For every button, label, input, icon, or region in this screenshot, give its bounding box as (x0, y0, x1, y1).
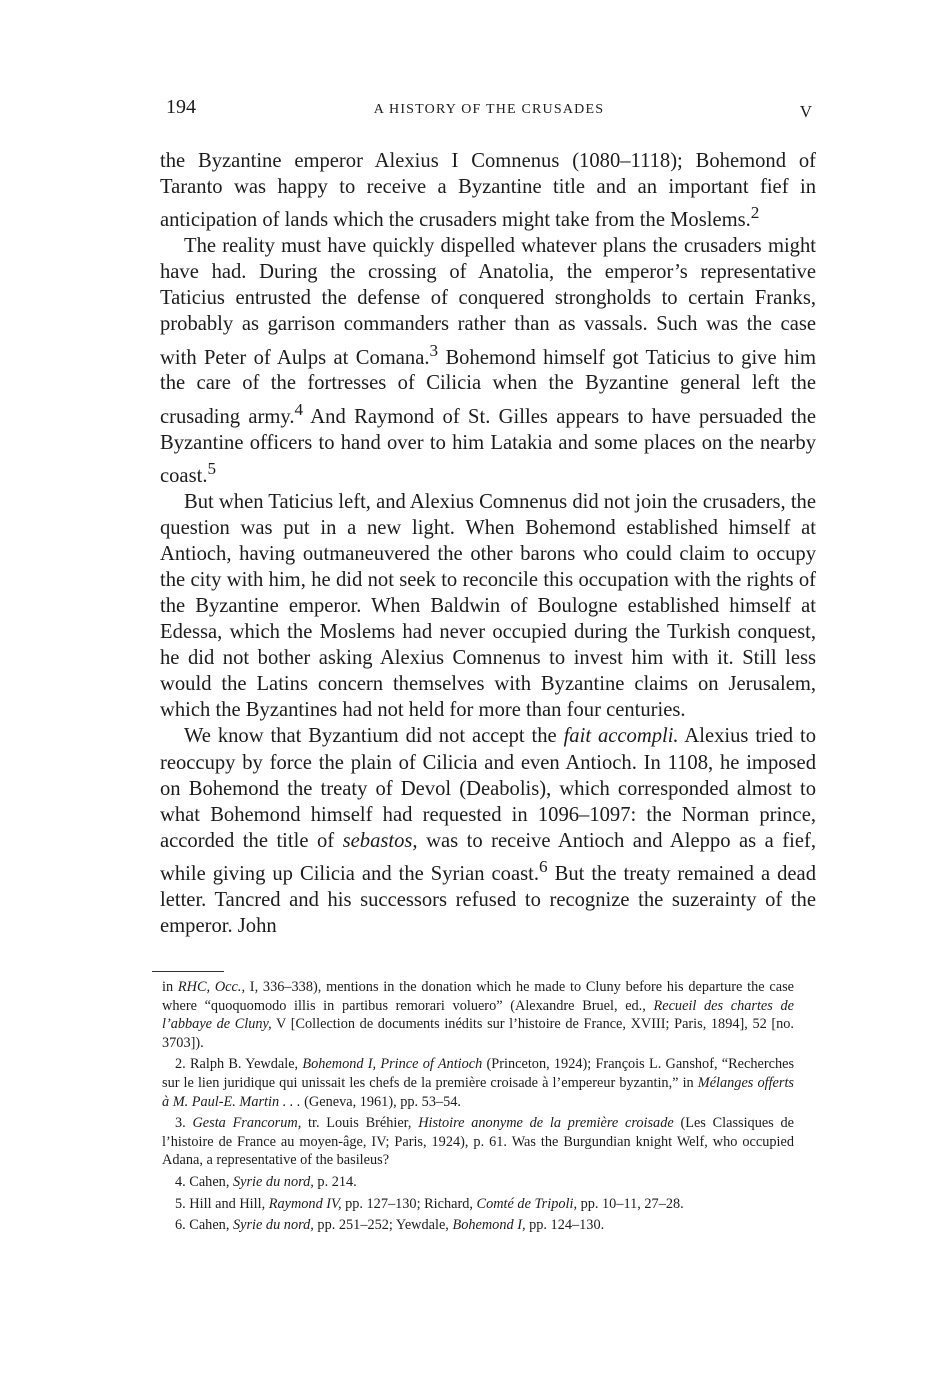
footnote-ref: 5 (207, 458, 217, 478)
footnote-text: V [Collection de documents inédits sur l’histoire de France, XVIII; Paris, 1894], 52 [no. 3703]). (162, 1016, 794, 1051)
paragraph-text: But the treaty remained a dead letter. Tancred and his successors refused to recognize the suzerainty of the emperor. John (160, 862, 816, 937)
footnote-text: pp. 10–11, 27–28. (577, 1195, 684, 1212)
footnote-text: (Princeton, 1924); François L. Ganshof, “Recherches sur le lien juridique qui unissait les chefs de la première croisade à l’empereur byzantin,” in (162, 1056, 795, 1091)
italic-term: fait accompli. (563, 725, 679, 748)
footnote-ref: 3 (429, 340, 439, 360)
footnote-text: pp. 127–130; Richard, (341, 1195, 477, 1212)
footnote-ref: 6 (539, 856, 548, 876)
paragraph-2 (160, 233, 816, 488)
footnote-text: tr. Louis Bréhier, (301, 1115, 419, 1132)
footnote-text: pp. 251–252; Yewdale, (313, 1217, 453, 1234)
footnote-italic: Gesta Francorum, (192, 1115, 302, 1132)
footnote-text: 3. (175, 1115, 193, 1132)
footnote-italic: RHC, Occ., (177, 979, 246, 995)
footnote-text: 6. Cahen, (175, 1217, 233, 1234)
paragraph-1 (160, 148, 816, 233)
footnote-divider (152, 971, 224, 972)
footnote-italic: Comté de Tripoli, (476, 1195, 578, 1212)
footnote-italic: Bohemond I, Prince of Antioch (302, 1056, 483, 1073)
paragraph-text: the Byzantine emperor Alexius I Comnenus (1080–1118); Bohemond of Taranto was happy to receive a Byzantine title and an important fief in anticipation of lands which the crusaders might take from the Moslems. (160, 150, 816, 232)
footnote-italic: Syrie du nord, (232, 1217, 314, 1234)
footnote-text: pp. 124–130. (525, 1217, 605, 1234)
paragraph-text: And Raymond of St. Gilles appears to have persuaded the Byzantine officers to hand over to him Latakia and some places on the nearby coast. (160, 405, 816, 487)
footnote-5 (162, 1195, 794, 1214)
paragraph-text: We know that Byzantium did not accept the (184, 725, 564, 748)
footnote-text: p. 214. (313, 1173, 357, 1190)
page-number: 194 (166, 96, 196, 118)
footnote-text: in (162, 979, 178, 995)
footnote-text: 2. Ralph B. Yewdale, (175, 1056, 303, 1073)
footnote-text: (Geneva, 1961), pp. 53–54. (300, 1093, 462, 1110)
paragraph-3 (160, 489, 816, 724)
paragraph-text: was to receive Antioch and Aleppo as a fief, while giving up Cilicia and the Syrian coast. (160, 829, 816, 885)
footnote-italic: Mélanges offerts à M. Paul-E. Martin . . . (162, 1074, 794, 1110)
footnote-ref: 4 (294, 399, 304, 419)
main-text (160, 148, 816, 939)
page-header (166, 96, 812, 126)
running-title: A HISTORY OF THE CRUSADES (373, 102, 605, 117)
footnote-4 (162, 1173, 794, 1192)
footnote-text: I, 336–338), mentions in the donation which he made to Cluny before his departure the case where “quoquomodo illis in partibus remorari voluero” (Alexandre Bruel, ed., (162, 979, 794, 1014)
footnote-text: (Les Classiques de l’histoire de France au moyen-âge, IV; Paris, 1924), p. 61. Was the Burgundian knight Welf, who occupied Adana, a representative of the basileus? (162, 1115, 794, 1169)
footnote-italic: Bohemond I, (452, 1217, 526, 1234)
italic-term: sebastos, (342, 829, 418, 852)
footnote-3 (162, 1114, 794, 1170)
footnote-italic: Histoire anonyme de la première croisade (418, 1115, 674, 1132)
paragraph-text: The reality must have quickly dispelled whatever plans the crusaders might have had. During the crossing of Anatolia, the emperor’s representative Taticius entrusted the defense of conquered strongholds to certain Franks, probably as garrison commanders rather than as vassals. Such was the case with Peter of Aulps at Comana. (160, 235, 816, 369)
footnote-italic: Recueil des chartes de l’abbaye de Cluny, (162, 997, 794, 1033)
footnote-italic: Raymond IV, (268, 1195, 342, 1212)
paragraph-text: Alexius tried to reoccupy by force the plain of Cilicia and even Antioch. In 1108, he imposed on Bohemond the treaty of Devol (Deabolis), which corresponded almost to what Bohemond himself had requested in 1096–1097: the Norman prince, accorded the title of (160, 725, 817, 852)
footnote-continuation (162, 978, 794, 1052)
volume-number: V (799, 102, 812, 121)
footnote-6 (162, 1216, 794, 1235)
footnotes (162, 978, 794, 1235)
footnote-2 (162, 1055, 794, 1111)
paragraph-text: But when Taticius left, and Alexius Comnenus did not join the crusaders, the question was put in a new light. When Bohemond established himself at Antioch, having outmaneuvered the other barons who could claim to occupy the city with him, he did not seek to reconcile this occupation with the rights of the Byzantine emperor. When Baldwin of Boulogne established himself at Edessa, which the Moslems had never occupied during the Turkish conquest, he did not bother asking Alexius Comnenus to invest him with it. Still less would the Latins concern themselves with Byzantine claims on Jerusalem, which the Byzantines had not held for more than four centuries. (160, 490, 816, 722)
footnote-italic: Syrie du nord, (232, 1173, 314, 1190)
footnote-text: 5. Hill and Hill, (175, 1195, 269, 1212)
paragraph-text: Bohemond himself got Taticius to give him the care of the fortresses of Cilicia when the Byzantine general left the crusading army. (160, 346, 817, 428)
footnote-text: 4. Cahen, (175, 1173, 233, 1190)
footnote-ref: 2 (750, 203, 760, 223)
paragraph-4 (160, 723, 816, 939)
